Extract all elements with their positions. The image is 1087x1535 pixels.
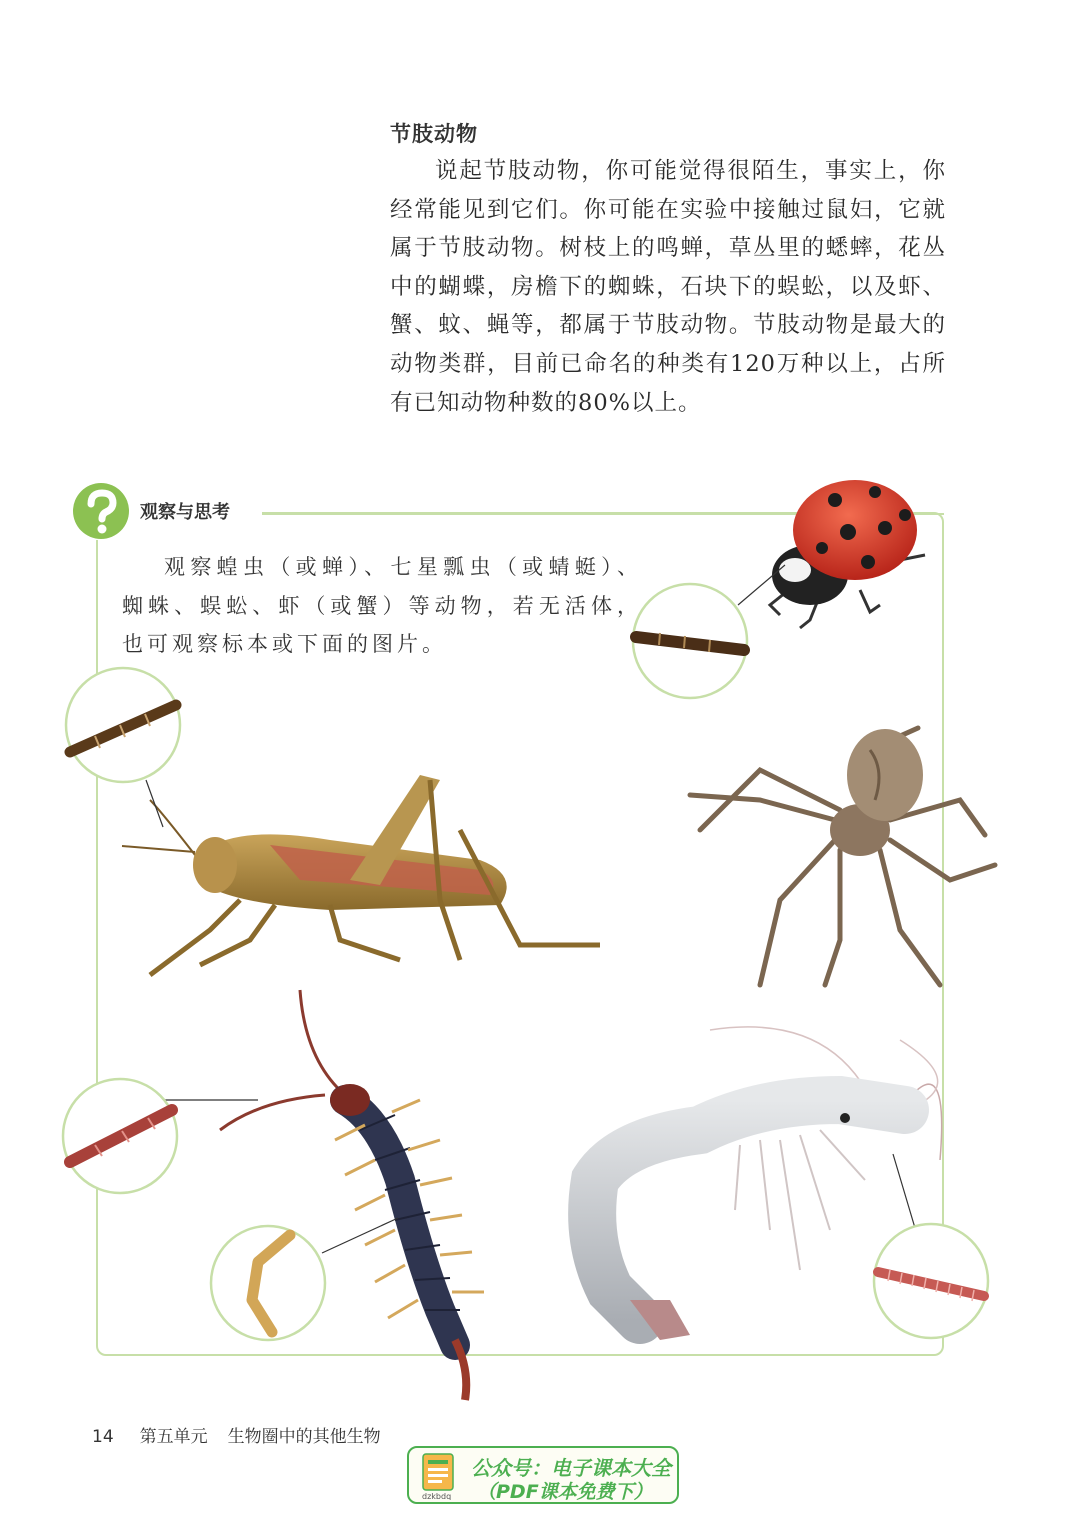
watermark-badge	[407, 1446, 679, 1504]
page-number: 14	[92, 1427, 114, 1447]
section-paragraph: 说起节肢动物，你可能觉得很陌生，事实上，你经常能见到它们。你可能在实验中接触过鼠妇，它就属于节肢动物。树枝上的鸣蝉，草丛里的蟋蟀，花丛中的蝴蝶，房檐下的蜘蛛，石块下的蜈蚣，以及虾、蟹、蚊、蝇等，都属于节肢动物。节肢动物是最大的动物类群，目前已命名的种类有120万种以上，占所有已知动物种数的80%以上。	[390, 158, 946, 416]
section-title: 节肢动物	[390, 122, 478, 146]
ladybug-illustration	[770, 480, 925, 628]
chapter-label: 生物圈中的其他生物	[227, 1427, 381, 1447]
page-footer	[92, 1422, 381, 1447]
grasshopper-antenna-closeup	[66, 668, 180, 782]
ladybug-leg-closeup	[633, 584, 747, 698]
centipede-antenna-closeup	[63, 1079, 177, 1193]
watermark-line1: 公众号：电子课本大全	[471, 1456, 671, 1480]
centipede-leg-closeup	[211, 1226, 325, 1340]
spider-illustration	[690, 728, 995, 985]
book-logo-icon	[419, 1452, 459, 1500]
shrimp-antenna-closeup	[874, 1224, 988, 1338]
watermark-line2: （PDF课本免费下）	[477, 1481, 653, 1503]
observe-title: 观察与思考	[140, 502, 230, 523]
observe-paragraph: 观察蝗虫（或蝉）、七星瓢虫（或蜻蜓）、蜘蛛、蜈蚣、虾（或蟹）等动物，若无活体，也可观察标本或下面的图片。	[122, 555, 642, 656]
unit-label: 第五单元	[139, 1427, 208, 1447]
logo-text: dzkbdq	[422, 1492, 452, 1500]
grasshopper-illustration	[122, 775, 600, 975]
